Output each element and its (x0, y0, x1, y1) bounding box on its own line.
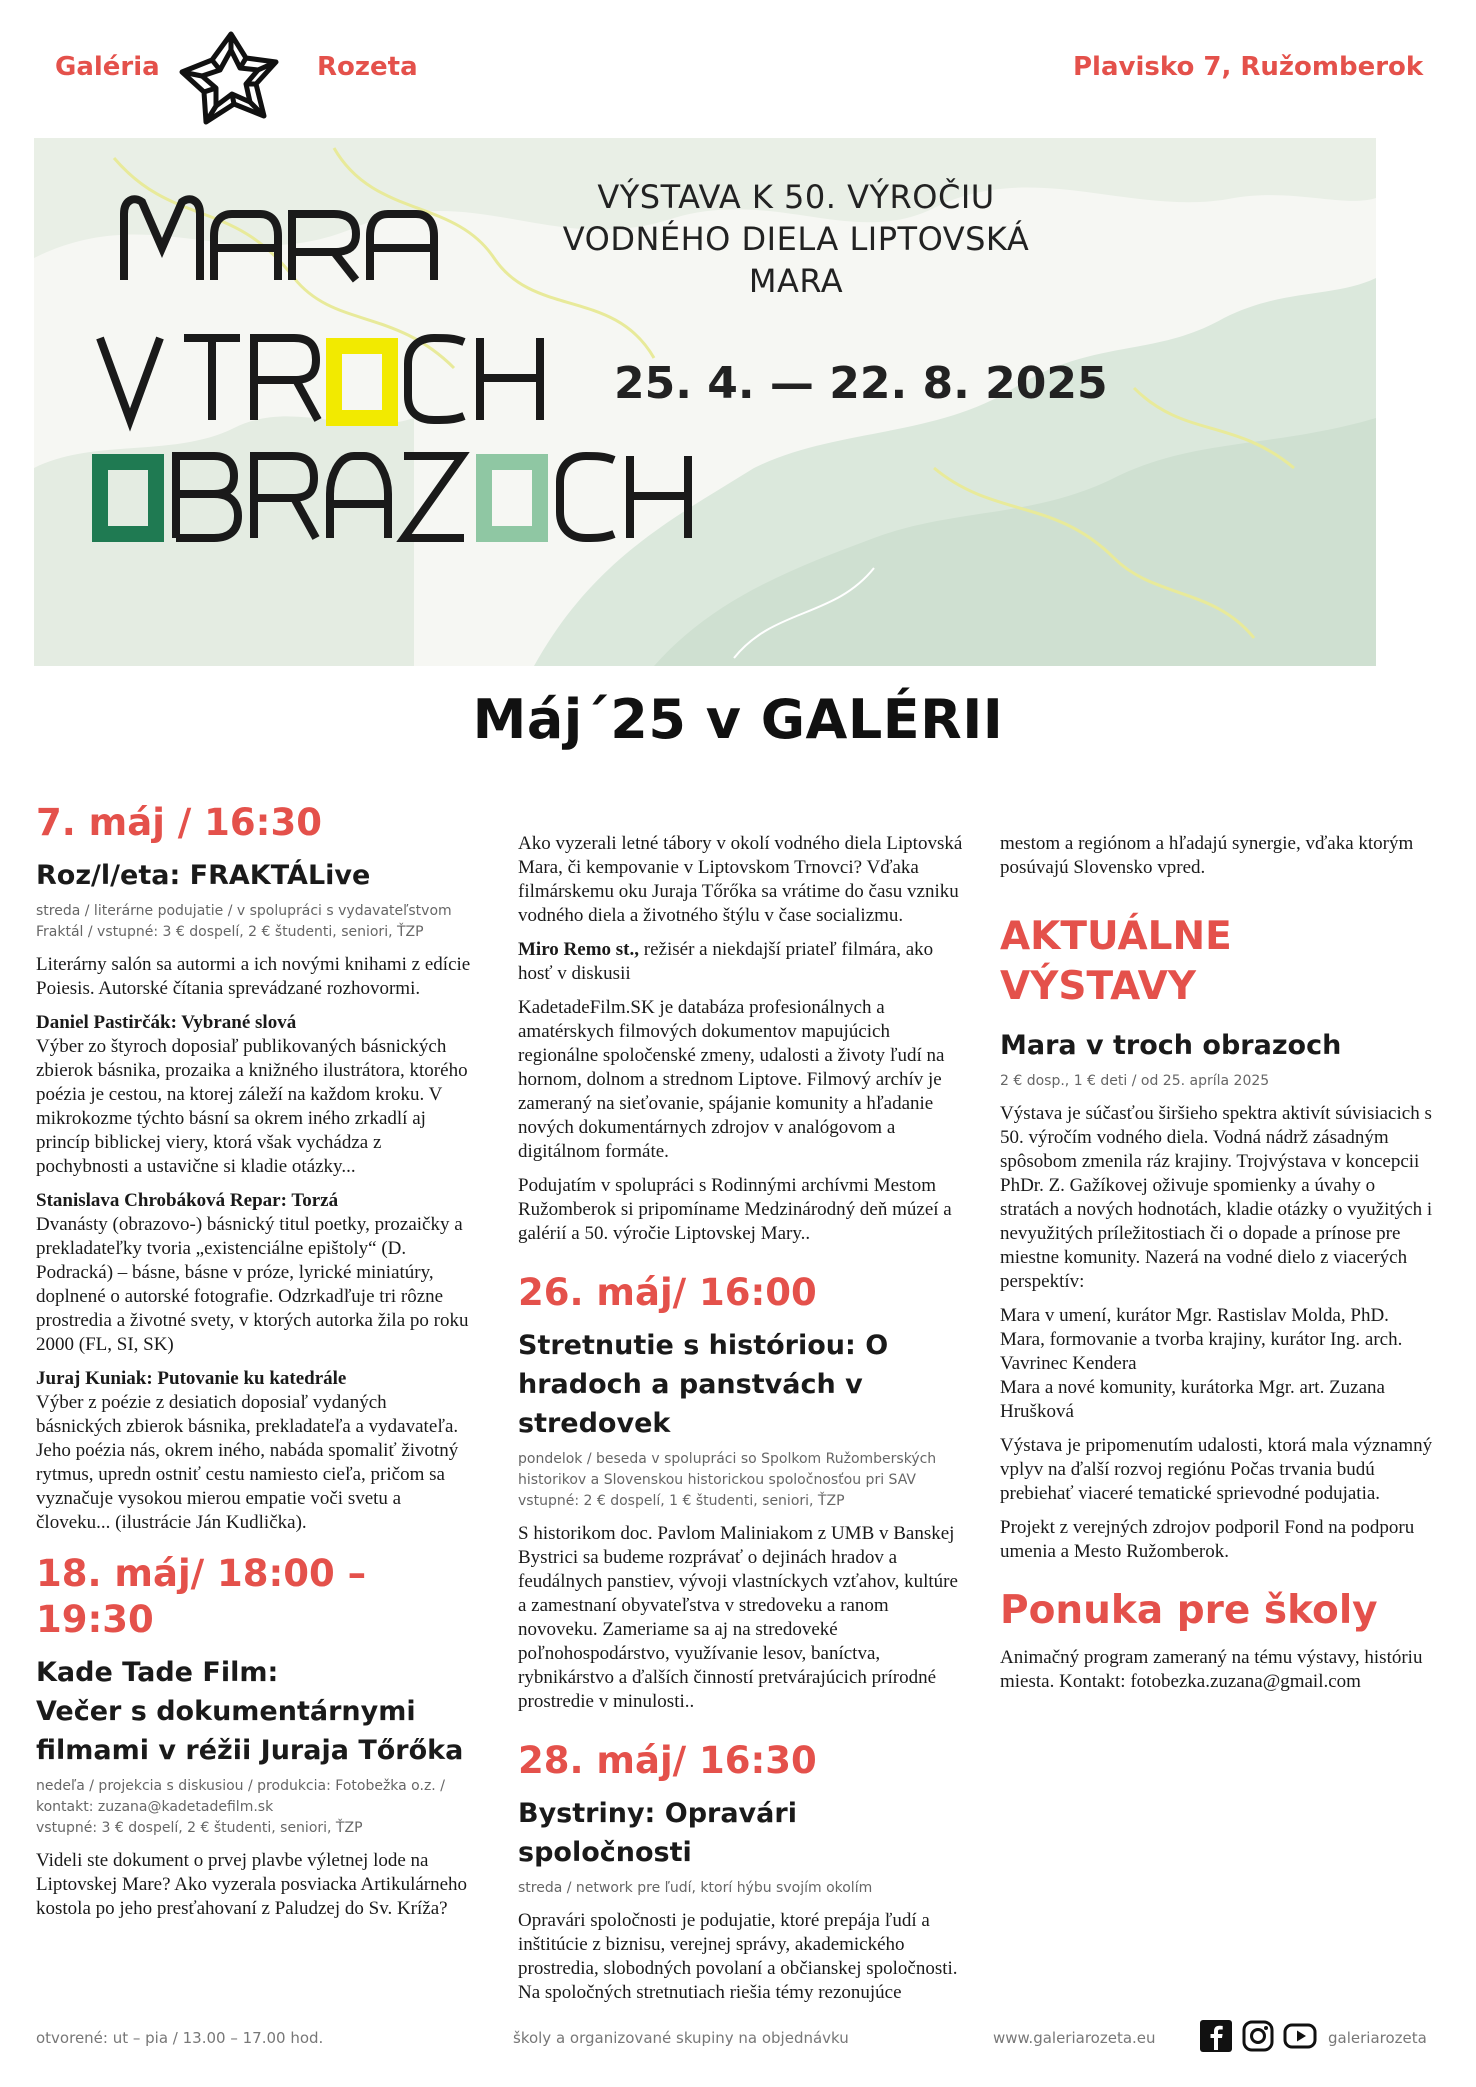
book-text: Výber z poézie z desiatich doposiaľ vydaných básnických zbierok básnika, prekladateľa a vydavateľa. Jeho poézia nás, okrem iného, nabáda spomaliť životný rytmus, upredn ostniť cestu namiesto cieľa, pričom sa vyznačuje vysokou mierou empatie voči svetu a človeku... (ilustrácie Ján Kudlička). (36, 1392, 459, 1533)
schools-heading: Ponuka pre školy (1000, 1588, 1378, 1633)
exhibition-title: Mara v troch obrazoch (1000, 1030, 1342, 1061)
exhibition-support: Projekt z verejných zdrojov podporil Fond na podporu umenia a Mesto Ružomberok. (1000, 1517, 1415, 1562)
curator-item: Mara, formovanie a tvorba krajiny, kurátor Ing. arch. Vavrinec Kendera (1000, 1329, 1403, 1374)
book-heading: Juraj Kuniak: Putovanie ku katedrále (36, 1368, 347, 1389)
footer-social-handle[interactable]: galeriarozeta (1328, 2029, 1427, 2047)
event-description: Podujatím v spolupráci s Rodinnými archívmi Mestom Ružomberok si pripomíname Medzinárodný deň múzeí a galérií a 50. výročie Liptovskej Mary.. (518, 1175, 952, 1244)
facebook-icon[interactable] (1198, 2018, 1234, 2054)
footer-website[interactable]: www.galeriarozeta.eu (993, 2029, 1156, 2047)
guest-name: Miro Remo st., (518, 939, 640, 960)
event-description: KadetadeFilm.SK je databáza profesionálnych a amatérskych filmových dokumentov mapujúcich regionálne spoločenské zmeny, udalosti a životy ľudí na hornom, dolnom a strednom Liptove. Filmový archív je zameraný na sieťovanie, spájanie komunity a hľadanie nových dokumentárnych zdrojov v analógovom a digitálnom formáte. (518, 997, 945, 1162)
exhibition-curators (1000, 1304, 1435, 1424)
curator-item: Mara a nové komunity, kurátorka Mgr. art. Zuzana Hrušková (1000, 1377, 1385, 1422)
guest-text: režisér a niekdajší priateľ filmára, ako hosť v diskusii (518, 939, 934, 984)
gallery-name (55, 52, 418, 82)
event-title: Bystriny: Opravári spoločnosti (518, 1798, 797, 1868)
event-book-3 (36, 1367, 476, 1535)
event-title: Roz/l/eta: FRAKTÁLive (36, 860, 371, 891)
event-title-line: Večer s dokumentárnymi filmami v réžii Juraja Tőrőka (36, 1696, 464, 1766)
event-title (36, 1653, 476, 1770)
event-guest (518, 938, 963, 986)
event-meta-line: vstupné: 3 € dospelí, 2 € študenti, seniori, ŤZP (36, 1820, 363, 1836)
banner-subtitle-line2: VODNÉHO DIELA LIPTOVSKÁ MARA (562, 220, 1030, 300)
page-title: Máj´25 v GALÉRII (472, 688, 1004, 751)
event-meta (518, 1449, 963, 1512)
curator-item: Mara v umení, kurátor Mgr. Rastislav Molda, PhD. (1000, 1305, 1389, 1326)
banner-subtitle-line1: VÝSTAVA K 50. VÝROČIU (597, 178, 995, 216)
column-2 (518, 832, 963, 2005)
book-text: Výber zo štyroch doposiaľ publikovaných básnických zbierok básnika, prozaika a knižného ilustrátora, ktorého poézia je cestou, na ktorej záleží na každom kroku. V mikrokozme týchto básní sa okrem iného zrkadlí aj princíp biblickej viery, ktorá však vychádza z pochybnosti a ustavične si kladie otázky... (36, 1036, 468, 1177)
footer-hours: otvorené: ut – pia / 13.00 – 17.00 hod. (36, 2029, 324, 2047)
exhibition-banner (34, 138, 1376, 666)
exhibition-description: Výstava je súčasťou širšieho spektra aktivít súvisiacich s 50. výročím vodného diela. Vodná nádrž zásadným spôsobom zmenila ráz krajiny. Trojvýstava v koncepcii PhDr. Z. Gažíkovej oživuje spomienky a úvahy o stratách a nových hodnotách, kladie otázky o využitých i nevyužitých príležitostiach či o dopade a prínose pre miestne komunity. Nazerá na vodné dielo z viacerých perspektív: (1000, 1103, 1433, 1292)
column-3 (1000, 832, 1435, 1694)
event-meta-line: pondelok / beseda v spolupráci so Spolkom Ružomberských (518, 1451, 937, 1467)
instagram-icon[interactable] (1240, 2018, 1276, 2054)
book-text: Dvanásty (obrazovo-) básnický titul poetky, prozaičky a prekladateľky tvoria „existenciálne epištoly“ (D. Podracká) – básne, básne v próze, lyrické miniatúry, doplnené o autorské fotografie. Odzrkadľuje tri rôzne prostredia a životné svety, v ktorých autorka žila po roku 2000 (FL, SI, SK) (36, 1214, 469, 1355)
book-heading: Stanislava Chrobáková Repar: Torzá (36, 1190, 339, 1211)
event-meta: streda / network pre ľudí, ktorí hýbu svojím okolím (518, 1880, 873, 1896)
event-meta-line: streda / literárne podujatie / v spolupráci s vydavateľstvom (36, 903, 452, 919)
event-description-continued: mestom a regiónom a hľadajú synergie, vďaka ktorým posúvajú Slovensko vpred. (1000, 833, 1414, 878)
column-1 (36, 800, 476, 1921)
exhibition-description: Výstava je pripomenutím udalosti, ktorá mala významný vplyv na ďalší rozvoj regiónu Počas trvania budú prebiehať viaceré tematické sprievodné podujatia. (1000, 1435, 1433, 1504)
event-meta-line: nedeľa / projekcia s diskusiou / produkcia: Fotobežka o.z. / (36, 1778, 445, 1794)
banner-dates: 25. 4. — 22. 8. 2025 (614, 358, 1108, 409)
event-title: Stretnutie s históriou: O hradoch a panstvách v stredovek (518, 1330, 889, 1439)
exhibition-meta: 2 € dosp., 1 € deti / od 25. apríla 2025 (1000, 1073, 1270, 1089)
event-description: S historikom doc. Pavlom Maliniakom z UMB v Banskej Bystrici sa budeme rozprávať o dejinách hradov a feudálnych panstiev, vývoji vlastníckych vzťahov, kultúre a zamestnaní obyvateľstva v stredoveku a ranom novoveku. Zameriame sa aj na stredoveké poľnohospodárstvo, využívanie lesov, baníctva, rybnikárstvo a ďalších činností pretvárajúcich prírodné prostredie v minulosti.. (518, 1523, 958, 1712)
event-meta-line: vstupné: 2 € dospelí, 1 € študenti, seniori, ŤZP (518, 1493, 845, 1509)
event-description: Videli ste dokument o prvej plavbe výletnej lode na Liptovskej Mare? Ako vyzerala posviacka Artikulárneho kostola po jeho presťahovaní z Paludzej do Sv. Kríža? (36, 1850, 468, 1919)
gallery-name-left: Galéria (55, 52, 160, 82)
event-date: 28. máj/ 16:30 (518, 1739, 817, 1782)
exhibitions-heading: AKTUÁLNE VÝSTAVY (1000, 914, 1232, 1009)
event-date: 18. máj/ 18:00 – 19:30 (36, 1552, 367, 1641)
event-date: 26. máj/ 16:00 (518, 1271, 817, 1314)
event-meta-line: historikov a Slovenskou historickou spoločnosťou pri SAV (518, 1472, 916, 1488)
event-description: Literárny salón sa autormi a ich novými knihami z edície Poiesis. Autorské čítania sprevádzané rozhovormi. (36, 954, 471, 999)
footer-groups: školy a organizované skupiny na objednávku (513, 2029, 849, 2047)
gallery-name-right: Rozeta (317, 52, 418, 82)
event-meta (36, 901, 476, 943)
gallery-address: Plavisko 7, Ružomberok (1073, 52, 1424, 82)
event-book-2 (36, 1189, 476, 1357)
event-meta (36, 1776, 476, 1839)
youtube-icon[interactable] (1282, 2018, 1318, 2054)
event-meta-line: kontakt: zuzana@kadetadefilm.sk (36, 1799, 274, 1815)
banner-subtitle (516, 176, 1076, 302)
event-meta-line: Fraktál / vstupné: 3 € dospelí, 2 € študenti, seniori, ŤZP (36, 924, 424, 940)
event-description: Opravári spoločnosti je podujatie, ktoré prepája ľudí a inštitúcie z biznisu, verejnej správy, akademického prostredia, slobodných povolaní a občianskej spoločnosti. Na spoločných stretnutiach riešia témy rezonujúce (518, 1910, 958, 2003)
event-title-line: Kade Tade Film: (36, 1657, 279, 1688)
rozeta-logo-icon (176, 28, 286, 134)
book-heading: Daniel Pastirčák: Vybrané slová (36, 1012, 297, 1033)
event-book-1 (36, 1011, 476, 1179)
schools-description: Animačný program zameraný na tému výstavy, históriu miesta. Kontakt: fotobezka.zuzana@gmail.com (1000, 1647, 1423, 1692)
event-date: 7. máj / 16:30 (36, 801, 322, 844)
event-description-continued: Ako vyzerali letné tábory v okolí vodného diela Liptovská Mara, či kempovanie v Liptovskom Trnovci? Vďaka filmárskemu oku Juraja Tőrőka sa vrátime do času vzniku vodného diela a životného štýlu v čase socializmu. (518, 833, 963, 926)
